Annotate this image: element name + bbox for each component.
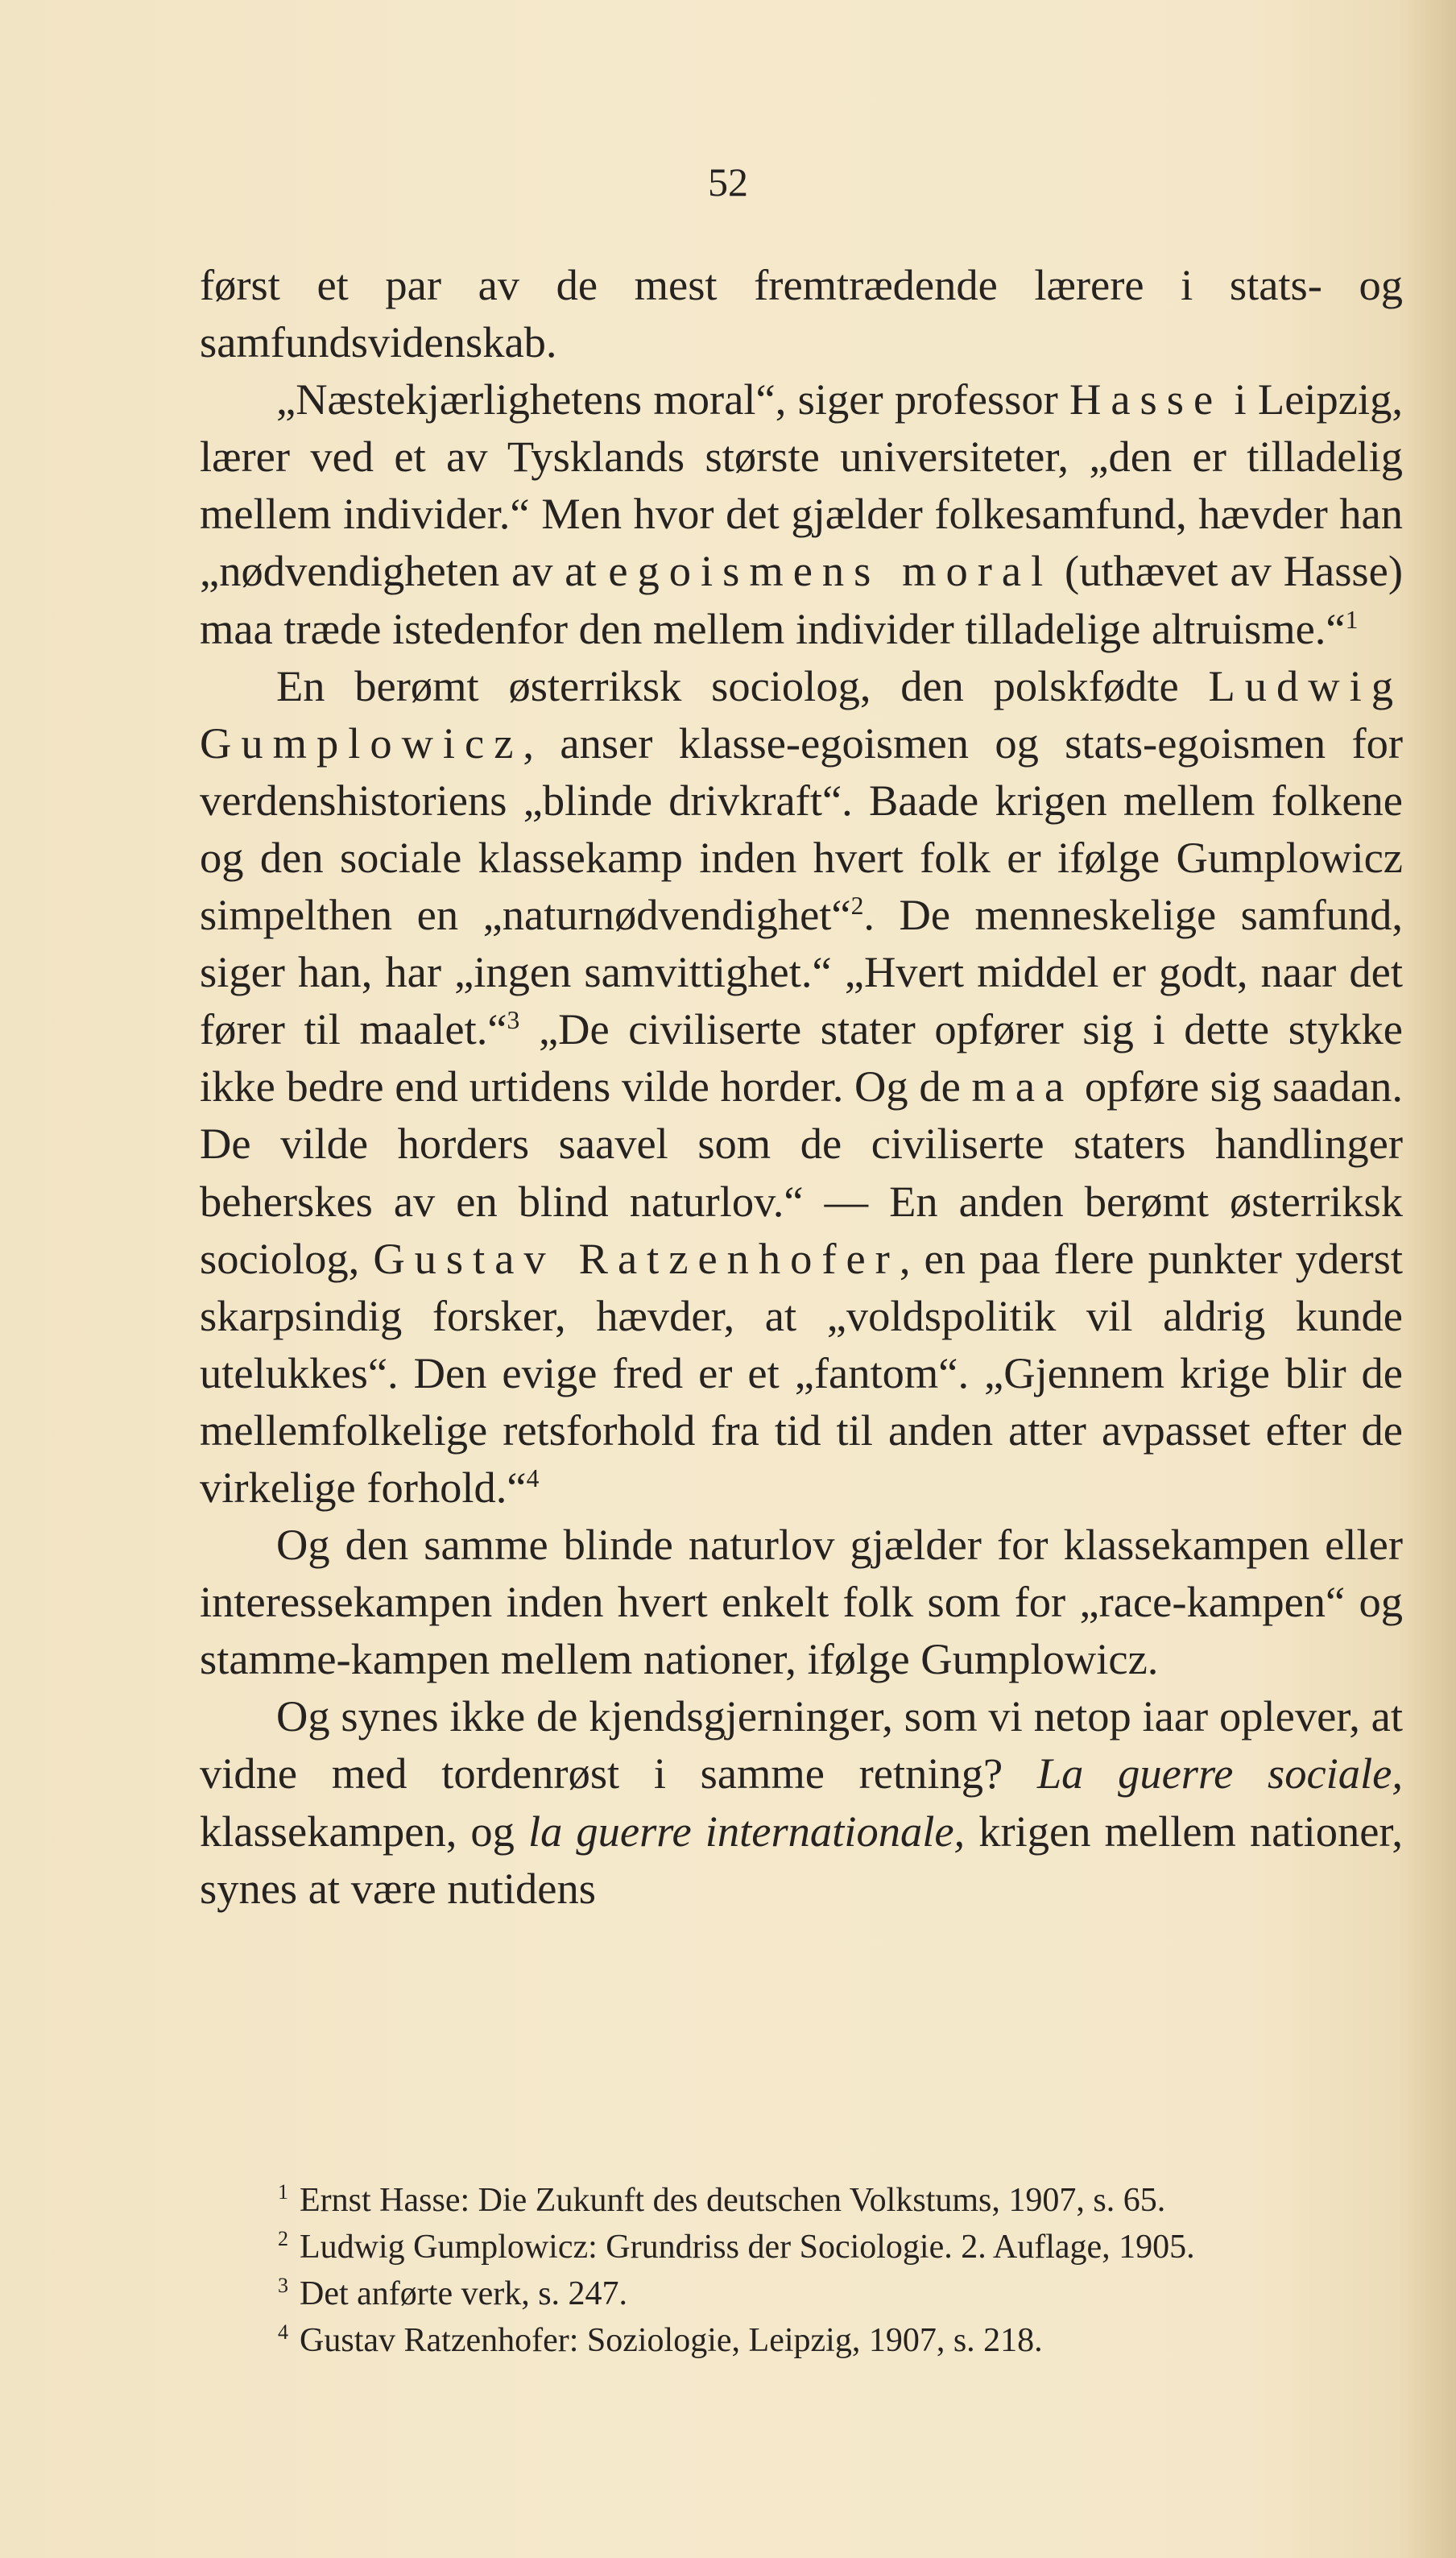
paragraph-5 bbox=[200, 1687, 1403, 1916]
text-run: , en paa flere punkter yderst skarpsindig forsker, hævder, at „voldspolitik vil aldrig kunde utelukkes“. Den evige fred er et „fantom“. „Gjennem krige blir de mellemfolkelige retsforhold fra tid til anden atter avpasset efter de virkelige forhold.“ bbox=[200, 1233, 1403, 1512]
footnote-text: Det anførte verk, s. 247. bbox=[300, 2275, 628, 2312]
text-run: „Næstekjærlighetens moral“, siger professor bbox=[276, 375, 1070, 424]
footnote-text: Ernst Hasse: Die Zukunft des deutschen Volkstums, 1907, s. 65. bbox=[300, 2182, 1166, 2219]
italic-text: la guerre internationale, bbox=[527, 1806, 966, 1856]
footnote-reference: 3 bbox=[507, 1006, 520, 1035]
spaced-emphasis: Ludwig Gumplowicz bbox=[200, 660, 1403, 768]
footnote-text: Ludwig Gumplowicz: Grundriss der Sociologie. 2. Auflage, 1905. bbox=[300, 2229, 1195, 2266]
text-run: En berømt østerriksk sociolog, den polskfødte bbox=[276, 660, 1209, 710]
text-run: . De menneskelige samfund, siger han, har „ingen samvittighet.“ „Hvert middel er godt, naar det fører til maalet.“ bbox=[200, 890, 1403, 1054]
paragraph-3 bbox=[200, 657, 1403, 1516]
page-number: 52 bbox=[708, 159, 748, 205]
paragraph-2 bbox=[200, 370, 1403, 656]
footnote-4 bbox=[278, 2317, 1405, 2364]
footnote-reference: 2 bbox=[850, 891, 864, 920]
text-run: klassekampen, og bbox=[200, 1806, 528, 1856]
text-run: i Leipzig, lærer ved et av Tysklands største universiteter, „den er tilladelig mellem individer.“ Men hvor det gjælder folkesamfund, hævder han „nødvendigheten av at bbox=[200, 375, 1403, 596]
text-run: opføre sig saadan. De vilde horders saavel som de civiliserte staters handlinger beherskes av en blind naturlov.“ — En anden berømt østerriksk sociolog, bbox=[200, 1062, 1403, 1283]
paragraph-4 bbox=[200, 1516, 1403, 1687]
footnote-number: 4 bbox=[278, 2320, 289, 2344]
footnote-number: 2 bbox=[278, 2227, 289, 2250]
spaced-emphasis: maa bbox=[971, 1062, 1074, 1111]
footnote-1 bbox=[278, 2177, 1405, 2224]
body-text bbox=[200, 256, 1403, 1917]
text-run: Og den samme blinde naturlov gjælder for klassekampen eller interessekampen inden hvert enkelt folk som for „race-kampen“ og stamme-kampen mellem nationer, ifølge Gumplowicz. bbox=[200, 1520, 1403, 1684]
spaced-emphasis: egoismens moral bbox=[608, 546, 1053, 596]
footnote-reference: 4 bbox=[526, 1463, 540, 1492]
text-run: Og synes ikke de kjendsgjerninger, som vi netop iaar oplever, at vidne med tordenrøst i samme retning? bbox=[200, 1691, 1403, 1798]
paragraph-1 bbox=[200, 256, 1403, 370]
italic-text: La guerre sociale, bbox=[1036, 1749, 1403, 1798]
text-run: „De civiliserte stater opfører sig i dette stykke ikke bedre end urtidens vilde horder. Og de bbox=[200, 1004, 1404, 1111]
text-run: (uthævet av Hasse) maa træde istedenfor den mellem individer tilladelige altruisme.“ bbox=[200, 546, 1403, 653]
footnote-2 bbox=[278, 2224, 1405, 2270]
footnote-reference: 1 bbox=[1345, 605, 1359, 634]
footnote-text: Gustav Ratzenhofer: Soziologie, Leipzig, 1907, s. 218. bbox=[300, 2322, 1043, 2359]
footnotes bbox=[278, 2177, 1405, 2364]
spaced-emphasis: Gustav Ratzenhofer bbox=[373, 1233, 900, 1283]
text-run: først et par av de mest fremtrædende lærere i stats- og samfundsvidenskab. bbox=[200, 260, 1403, 367]
footnote-3 bbox=[278, 2270, 1405, 2317]
text-run: krigen mellem nationer, synes at være nutidens bbox=[200, 1806, 1403, 1913]
spaced-emphasis: Hasse bbox=[1069, 375, 1223, 424]
text-run: , anser klasse-egoismen og stats-egoismen for verdenshistoriens „blinde drivkraft“. Baade krigen mellem folkene og den sociale klassekamp inden hvert folk er ifølge Gumplowicz simpelthen en „naturnødvendighet“ bbox=[200, 718, 1403, 940]
footnote-number: 1 bbox=[278, 2180, 289, 2204]
footnote-number: 3 bbox=[278, 2274, 289, 2297]
